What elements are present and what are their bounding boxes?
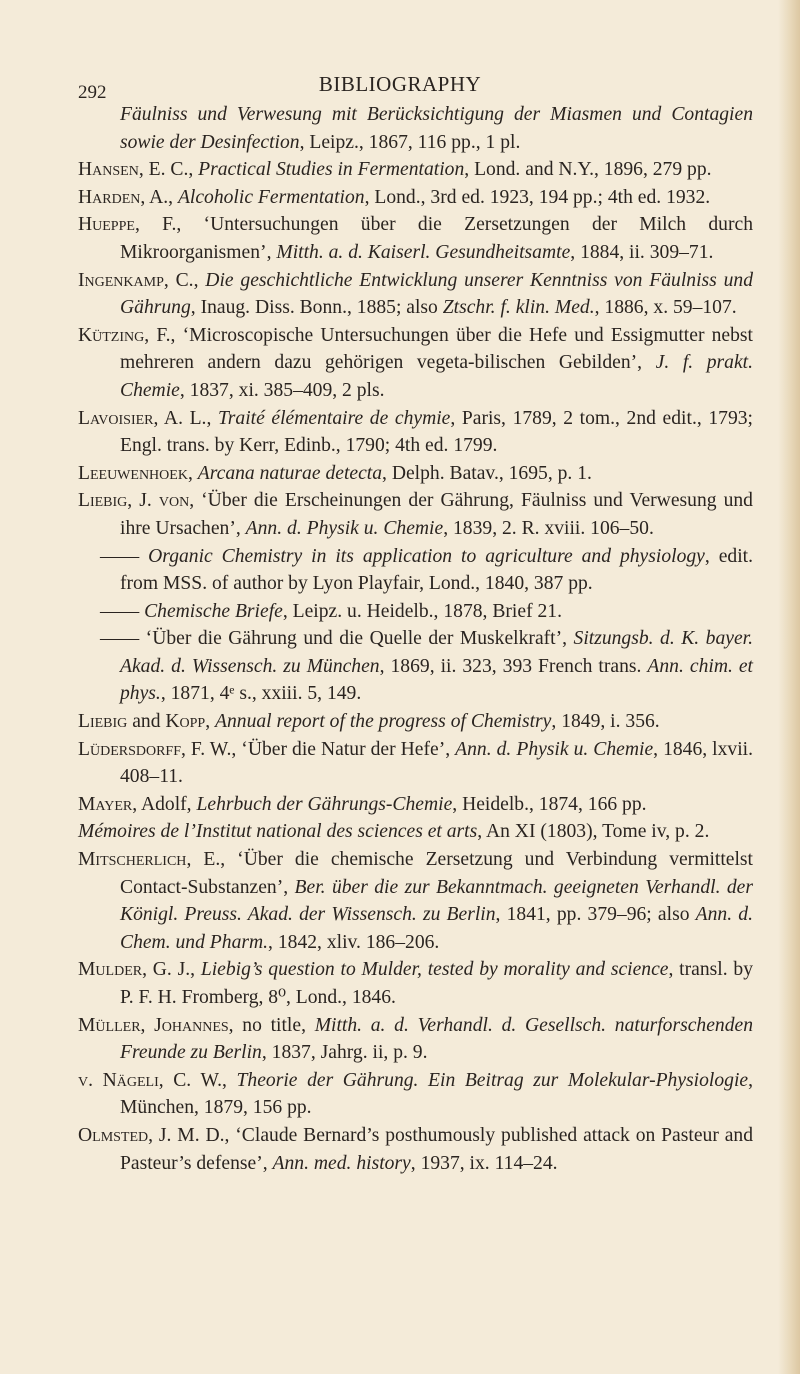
citation-text: , A. L., bbox=[153, 407, 218, 429]
citation-text: , bbox=[205, 711, 216, 733]
title-text: Ann. d. Physik u. Chemie bbox=[455, 738, 654, 760]
citation-text: , Leipz. u. Heidelb., 1878, Brief 21. bbox=[282, 600, 562, 622]
title-text: Ann. d. Chem. und Pharm. bbox=[120, 904, 753, 953]
bibliography-list bbox=[78, 101, 753, 1177]
citation-text: , 1871, 4ᵉ s., xxiii. 5, 149. bbox=[160, 683, 362, 705]
citation-text: , 1837, Jahrg. ii, p. 9. bbox=[261, 1042, 428, 1064]
bibliography-entry bbox=[78, 211, 753, 266]
citation-text: , 1839, 2. R. xviii. 106–50. bbox=[443, 517, 654, 539]
citation-text: , C. W., bbox=[158, 1069, 237, 1091]
title-text: Ann. med. history bbox=[272, 1152, 411, 1174]
author-name: Mitscherlich bbox=[78, 849, 187, 871]
citation-text: —— bbox=[100, 600, 145, 622]
citation-text: , C., bbox=[163, 269, 206, 291]
author-name: Mayer bbox=[78, 793, 133, 815]
citation-text: , ‘Über die Erscheinungen der Gährung, Fäulniss und Verwesung und ihre Ursachen’, bbox=[120, 490, 753, 539]
author-name: Müller bbox=[78, 1014, 141, 1036]
bibliography-entry bbox=[78, 487, 753, 542]
citation-text: , F. W., ‘Über die Natur der Hefe’, bbox=[181, 738, 456, 760]
citation-text: , Adolf, bbox=[132, 793, 197, 815]
author-name: Kopp bbox=[165, 711, 206, 733]
bibliography-entry bbox=[78, 156, 753, 184]
bibliography-entry bbox=[78, 267, 753, 322]
bibliography-entry bbox=[78, 184, 753, 212]
title-text: Annual report of the progress of Chemistry bbox=[215, 711, 552, 733]
citation-text: , E. C., bbox=[138, 159, 199, 181]
citation-text: , bbox=[140, 1014, 155, 1036]
bibliography-entry bbox=[78, 460, 753, 488]
bibliography-entry bbox=[78, 708, 753, 736]
citation-text: , München, 1879, 156 pp. bbox=[120, 1069, 754, 1119]
citation-text: , transl. by P. F. H. Fromberg, 8⁰, Lond., 1846. bbox=[120, 959, 753, 1008]
running-title: BIBLIOGRAPHY bbox=[318, 72, 482, 96]
citation-text: —— ‘Über die Gährung und die Quelle der Muskelkraft’, bbox=[100, 628, 574, 650]
bibliography-entry bbox=[78, 543, 753, 598]
title-text: Ann. d. Physik u. Chemie bbox=[245, 517, 444, 539]
citation-text: and bbox=[127, 711, 166, 733]
citation-text: , 1846, lxvii. 408–11. bbox=[120, 738, 753, 788]
author-name: Olmsted bbox=[78, 1124, 149, 1146]
author-name: Hueppe bbox=[78, 214, 135, 236]
author-name: Harden bbox=[78, 186, 141, 208]
citation-text: , Paris, 1789, 2 tom., 2nd edit., 1793; Engl. trans. by Kerr, Edinb., 1790; 4th ed. 1799. bbox=[120, 407, 753, 457]
title-text: Ann. chim. et phys. bbox=[120, 655, 753, 705]
bibliography-entry bbox=[78, 1012, 753, 1067]
author-name: Liebig bbox=[78, 711, 128, 733]
citation-text: , 1841, pp. 379–96; also bbox=[495, 904, 696, 926]
title-text: Arcana naturae detecta bbox=[197, 462, 383, 484]
author-name: v. Nägeli bbox=[78, 1069, 159, 1091]
bibliography-entry bbox=[78, 101, 753, 156]
citation-text: , bbox=[187, 462, 198, 484]
page-number: 292 bbox=[78, 82, 107, 103]
title-text: Ztschr. f. klin. Med. bbox=[442, 297, 595, 319]
author-name: Johannes bbox=[154, 1014, 229, 1036]
citation-text: , F., ‘Microscopische Untersuchungen über die Hefe und Essigmutter nebst mehreren andern dazu gehörigen vegeta-bilischen Gebilden’, bbox=[120, 324, 753, 374]
title-text: Fäulniss und Verwesung mit Berücksichtigung der Miasmen und Contagien sowie der Desinfection bbox=[120, 104, 753, 153]
author-name: Hansen bbox=[78, 159, 139, 181]
citation-text: , 1837, xi. 385–409, 2 pls. bbox=[179, 379, 385, 401]
bibliography-entry bbox=[78, 322, 753, 405]
title-text: Lehrbuch der Gährungs-Chemie bbox=[196, 793, 453, 815]
bibliography-entry bbox=[78, 405, 753, 460]
bibliography-entry bbox=[78, 846, 753, 956]
title-text: Ber. über die zur Bekanntmach. geeigneten Verhandl. der Königl. Preuss. Akad. der Wissensch. zu Berlin bbox=[120, 876, 753, 926]
author-name: Ingenkamp bbox=[78, 269, 164, 291]
author-name: Mulder bbox=[78, 959, 143, 981]
bibliography-entry bbox=[78, 1067, 753, 1122]
citation-text: , E., ‘Über die chemische Zersetzung und Verbindung vermittelst Contact-Substanzen’, bbox=[120, 849, 753, 898]
citation-text: , 1869, ii. 323, 393 French trans. bbox=[379, 655, 648, 677]
author-name: Lüdersdorff bbox=[78, 738, 181, 760]
bibliography-entry bbox=[78, 736, 753, 791]
title-text: Organic Chemistry in its application to agriculture and physiology bbox=[148, 545, 705, 567]
title-text: Liebig’s question to Mulder, tested by morality and science bbox=[200, 959, 669, 981]
bibliography-entry bbox=[78, 1122, 753, 1177]
citation-text: , 1937, ix. 114–24. bbox=[410, 1152, 558, 1174]
title-text: Chemische Briefe bbox=[144, 600, 283, 622]
title-text: Mémoires de l’Institut national des sciences et arts bbox=[78, 821, 478, 843]
title-text: Alcoholic Fermentation bbox=[177, 186, 365, 208]
page-header bbox=[40, 72, 760, 102]
title-text: Traité élémentaire de chymie bbox=[217, 407, 451, 429]
citation-text: , J. bbox=[127, 490, 159, 512]
bibliography-entry bbox=[78, 956, 753, 1011]
title-text: Sitzungsb. d. K. bayer. Akad. d. Wissensch. zu München bbox=[120, 628, 753, 677]
citation-text: —— bbox=[100, 545, 149, 567]
title-text: Practical Studies in Fermentation bbox=[198, 159, 465, 181]
citation-text: , An XI (1803), Tome iv, p. 2. bbox=[477, 821, 710, 843]
citation-text: , 1884, ii. 309–71. bbox=[570, 241, 714, 263]
citation-text: , Inaug. Diss. Bonn., 1885; also bbox=[190, 297, 443, 319]
author-name: Liebig bbox=[78, 490, 128, 512]
citation-text: , Delph. Batav., 1695, p. 1. bbox=[382, 462, 592, 484]
citation-text: , A., bbox=[140, 186, 178, 208]
citation-text: , edit. from MSS. of author by Lyon Playfair, Lond., 1840, 387 pp. bbox=[120, 545, 753, 595]
citation-text: , F., ‘Untersuchungen über die Zersetzungen der Milch durch Mikroorganismen’, bbox=[120, 214, 753, 263]
author-name: Leeuwenhoek bbox=[78, 462, 188, 484]
citation-text: , G. J., bbox=[142, 959, 201, 981]
title-text: Mitth. a. d. Kaiserl. Gesundheitsamte bbox=[276, 241, 571, 263]
page-edge-shadow bbox=[778, 0, 800, 1374]
citation-text: , Lond., 3rd ed. 1923, 194 pp.; 4th ed. 1932. bbox=[364, 186, 711, 208]
title-text: J. f. prakt. Chemie bbox=[120, 352, 753, 401]
bibliography-entry bbox=[78, 791, 753, 819]
citation-text: , no title, bbox=[228, 1014, 315, 1036]
author-name: Lavoisier bbox=[78, 407, 154, 429]
bibliography-entry bbox=[78, 818, 753, 846]
title-text: Theorie der Gährung. Ein Beitrag zur Molekular-Physiologie bbox=[236, 1069, 749, 1091]
title-text: Mitth. a. d. Verhandl. d. Gesellsch. naturforschenden Freunde zu Berlin bbox=[120, 1014, 754, 1064]
bibliography-entry bbox=[78, 598, 753, 626]
citation-text: , 1886, x. 59–107. bbox=[594, 297, 737, 319]
citation-text: , Heidelb., 1874, 166 pp. bbox=[452, 793, 647, 815]
title-text: Die geschichtliche Entwicklung unserer Kenntniss von Fäulniss und Gährung bbox=[120, 269, 753, 319]
author-name: Kützing bbox=[78, 324, 145, 346]
citation-text: , 1849, i. 356. bbox=[551, 711, 660, 733]
author-name: von bbox=[158, 490, 190, 512]
bibliography-entry bbox=[78, 625, 753, 708]
citation-text: , Leipz., 1867, 116 pp., 1 pl. bbox=[299, 131, 521, 153]
citation-text: , Lond. and N.Y., 1896, 279 pp. bbox=[464, 159, 712, 181]
citation-text: , J. M. D., ‘Claude Bernard’s posthumously published attack on Pasteur and Pasteur’s defense’, bbox=[120, 1124, 753, 1174]
citation-text: , 1842, xliv. 186–206. bbox=[268, 931, 440, 953]
